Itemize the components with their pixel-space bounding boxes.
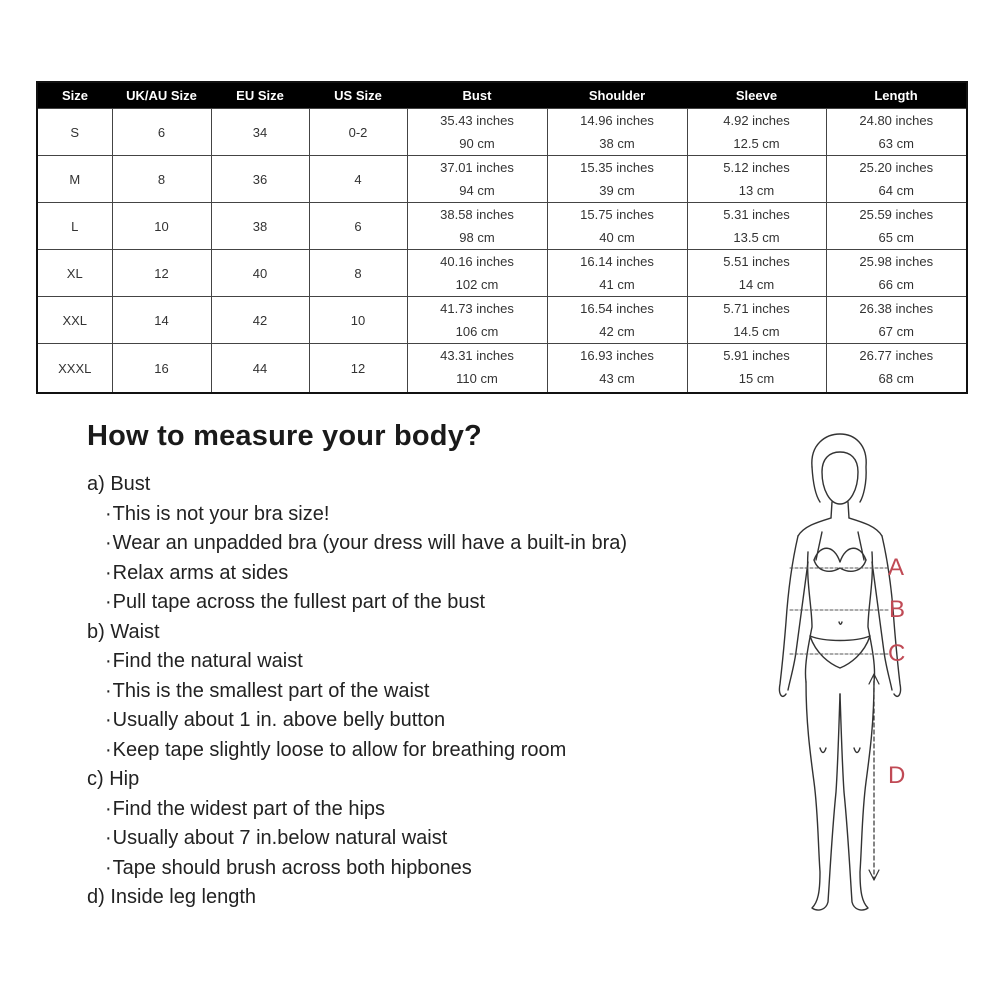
length-cm: 64 cm xyxy=(878,183,914,198)
shoulder-cm: 43 cm xyxy=(599,371,635,386)
length-cm: 68 cm xyxy=(878,371,914,386)
cell-size: XXXL xyxy=(37,344,112,394)
bust-inches: 41.73 inches xyxy=(440,301,514,316)
bust-inches: 38.58 inches xyxy=(440,207,514,222)
bust-cm: 90 cm xyxy=(459,136,495,151)
sleeve-inches: 5.31 inches xyxy=(723,207,790,222)
bust-cm: 106 cm xyxy=(455,324,499,339)
length-inches: 25.98 inches xyxy=(859,254,934,269)
bust-inches: 43.31 inches xyxy=(440,348,514,363)
cell-sleeve xyxy=(687,203,826,250)
cell-bust xyxy=(407,297,547,344)
cell-size: L xyxy=(37,203,112,250)
shoulder-cm: 40 cm xyxy=(599,230,635,245)
sleeve-cm: 14 cm xyxy=(738,277,775,292)
shoulder-inches: 16.54 inches xyxy=(580,301,654,316)
label-d: D xyxy=(888,762,906,789)
cell-sleeve xyxy=(687,344,826,394)
shoulder-inches: 16.14 inches xyxy=(580,254,654,269)
label-b: B xyxy=(889,596,906,623)
shoulder-cm: 41 cm xyxy=(599,277,635,292)
header-sleeve: Sleeve xyxy=(687,82,826,109)
cell-eu-size: 36 xyxy=(211,156,309,203)
length-cm: 63 cm xyxy=(878,136,914,151)
cell-us-size: 12 xyxy=(309,344,407,394)
bust-tip: · Pull tape across the fullest part of the bust xyxy=(87,588,747,618)
measurement-guide xyxy=(87,470,747,913)
waist-tip: · Find the natural waist xyxy=(87,647,747,677)
cell-shoulder xyxy=(547,297,687,344)
sleeve-inches: 5.71 inches xyxy=(723,301,790,316)
cell-eu-size: 40 xyxy=(211,250,309,297)
sleeve-cm: 15 cm xyxy=(738,371,775,386)
length-inches: 25.20 inches xyxy=(859,160,934,175)
cell-uk-size: 8 xyxy=(112,156,211,203)
waist-tip: · Keep tape slightly loose to allow for breathing room xyxy=(87,736,747,766)
cell-uk-size: 12 xyxy=(112,250,211,297)
length-cm: 65 cm xyxy=(878,230,914,245)
header-length: Length xyxy=(826,82,967,109)
cell-sleeve xyxy=(687,250,826,297)
cell-bust xyxy=(407,156,547,203)
header-eu-size: EU Size xyxy=(211,82,309,109)
sleeve-cm: 13.5 cm xyxy=(733,230,780,245)
table-row xyxy=(37,250,967,297)
inside-leg-arrow xyxy=(869,674,879,880)
bust-inches: 35.43 inches xyxy=(440,113,514,128)
length-inches: 25.59 inches xyxy=(859,207,934,222)
cell-bust xyxy=(407,344,547,394)
cell-uk-size: 6 xyxy=(112,109,211,156)
sleeve-cm: 12.5 cm xyxy=(733,136,780,151)
cell-sleeve xyxy=(687,109,826,156)
cell-length xyxy=(826,156,967,203)
shoulder-inches: 15.75 inches xyxy=(580,207,654,222)
cell-shoulder xyxy=(547,250,687,297)
bust-inches: 40.16 inches xyxy=(440,254,514,269)
waist-tip: · This is the smallest part of the waist xyxy=(87,677,747,707)
hip-tip: · Find the widest part of the hips xyxy=(87,795,747,825)
section-inside-leg-label: d) Inside leg length xyxy=(87,886,257,908)
cell-length xyxy=(826,109,967,156)
table-row xyxy=(37,297,967,344)
header-bust: Bust xyxy=(407,82,547,109)
header-uk-au-size: UK/AU Size xyxy=(112,82,211,109)
cell-sleeve xyxy=(687,297,826,344)
bust-cm: 98 cm xyxy=(459,230,495,245)
cell-size: XL xyxy=(37,250,112,297)
shoulder-cm: 42 cm xyxy=(599,324,635,339)
hip-tip: · Tape should brush across both hipbones xyxy=(87,854,747,884)
bust-cm: 110 cm xyxy=(456,371,498,386)
cell-us-size: 8 xyxy=(309,250,407,297)
shoulder-inches: 16.93 inches xyxy=(580,348,654,363)
cell-eu-size: 42 xyxy=(211,297,309,344)
cell-length xyxy=(826,344,967,394)
size-chart-header-row xyxy=(37,82,967,109)
header-shoulder: Shoulder xyxy=(547,82,687,109)
bust-cm: 94 cm xyxy=(459,183,495,198)
table-row xyxy=(37,109,967,156)
shoulder-cm: 38 cm xyxy=(599,136,635,151)
cell-us-size: 0-2 xyxy=(309,109,407,156)
table-row xyxy=(37,156,967,203)
cell-us-size: 10 xyxy=(309,297,407,344)
cell-bust xyxy=(407,109,547,156)
cell-eu-size: 44 xyxy=(211,344,309,394)
cell-shoulder xyxy=(547,156,687,203)
body-outline-illustration xyxy=(760,432,920,917)
sleeve-inches: 5.12 inches xyxy=(723,160,790,175)
cell-uk-size: 10 xyxy=(112,203,211,250)
cell-size: M xyxy=(37,156,112,203)
cell-uk-size: 14 xyxy=(112,297,211,344)
length-cm: 67 cm xyxy=(878,324,914,339)
bust-tip: · Relax arms at sides xyxy=(87,559,747,589)
cell-shoulder xyxy=(547,203,687,250)
header-size: Size xyxy=(37,82,112,109)
bust-tip: · This is not your bra size! xyxy=(87,500,747,530)
cell-shoulder xyxy=(547,109,687,156)
guide-title: How to measure your body? xyxy=(87,420,482,452)
length-inches: 26.77 inches xyxy=(859,348,934,363)
shoulder-inches: 15.35 inches xyxy=(580,160,654,175)
cell-eu-size: 38 xyxy=(211,203,309,250)
cell-shoulder xyxy=(547,344,687,394)
section-hip-label: c) Hip xyxy=(87,768,140,790)
sleeve-inches: 4.92 inches xyxy=(723,113,790,128)
body-measurement-figure xyxy=(760,432,920,917)
bust-tip: · Wear an unpadded bra (your dress will have a built-in bra) xyxy=(87,529,747,559)
section-waist-label: b) Waist xyxy=(87,620,160,643)
cell-uk-size: 16 xyxy=(112,344,211,394)
hip-tip: · Usually about 7 in.below natural waist xyxy=(87,824,747,854)
cell-eu-size: 34 xyxy=(211,109,309,156)
cell-size: XXL xyxy=(37,297,112,344)
cell-size: S xyxy=(37,109,112,156)
label-c: C xyxy=(888,640,906,667)
length-inches: 24.80 inches xyxy=(859,113,934,128)
bust-inches: 37.01 inches xyxy=(440,160,514,175)
table-row xyxy=(37,203,967,250)
cell-us-size: 4 xyxy=(309,156,407,203)
cell-sleeve xyxy=(687,156,826,203)
length-inches: 26.38 inches xyxy=(859,301,934,316)
size-chart-table xyxy=(36,81,968,394)
header-us-size: US Size xyxy=(309,82,407,109)
cell-bust xyxy=(407,250,547,297)
table-row xyxy=(37,344,967,394)
shoulder-inches: 14.96 inches xyxy=(580,113,654,128)
shoulder-cm: 39 cm xyxy=(599,183,635,198)
waist-tip: · Usually about 1 in. above belly button xyxy=(87,706,747,736)
cell-us-size: 6 xyxy=(309,203,407,250)
bust-cm: 102 cm xyxy=(455,277,499,292)
sleeve-cm: 13 cm xyxy=(738,183,775,198)
cell-length xyxy=(826,250,967,297)
sleeve-inches: 5.91 inches xyxy=(723,348,790,363)
cell-bust xyxy=(407,203,547,250)
section-bust-label: a) Bust xyxy=(87,473,151,495)
length-cm: 66 cm xyxy=(878,277,914,292)
sleeve-cm: 14.5 cm xyxy=(733,324,780,339)
label-a: A xyxy=(888,554,905,581)
sleeve-inches: 5.51 inches xyxy=(723,254,790,269)
cell-length xyxy=(826,297,967,344)
cell-length xyxy=(826,203,967,250)
